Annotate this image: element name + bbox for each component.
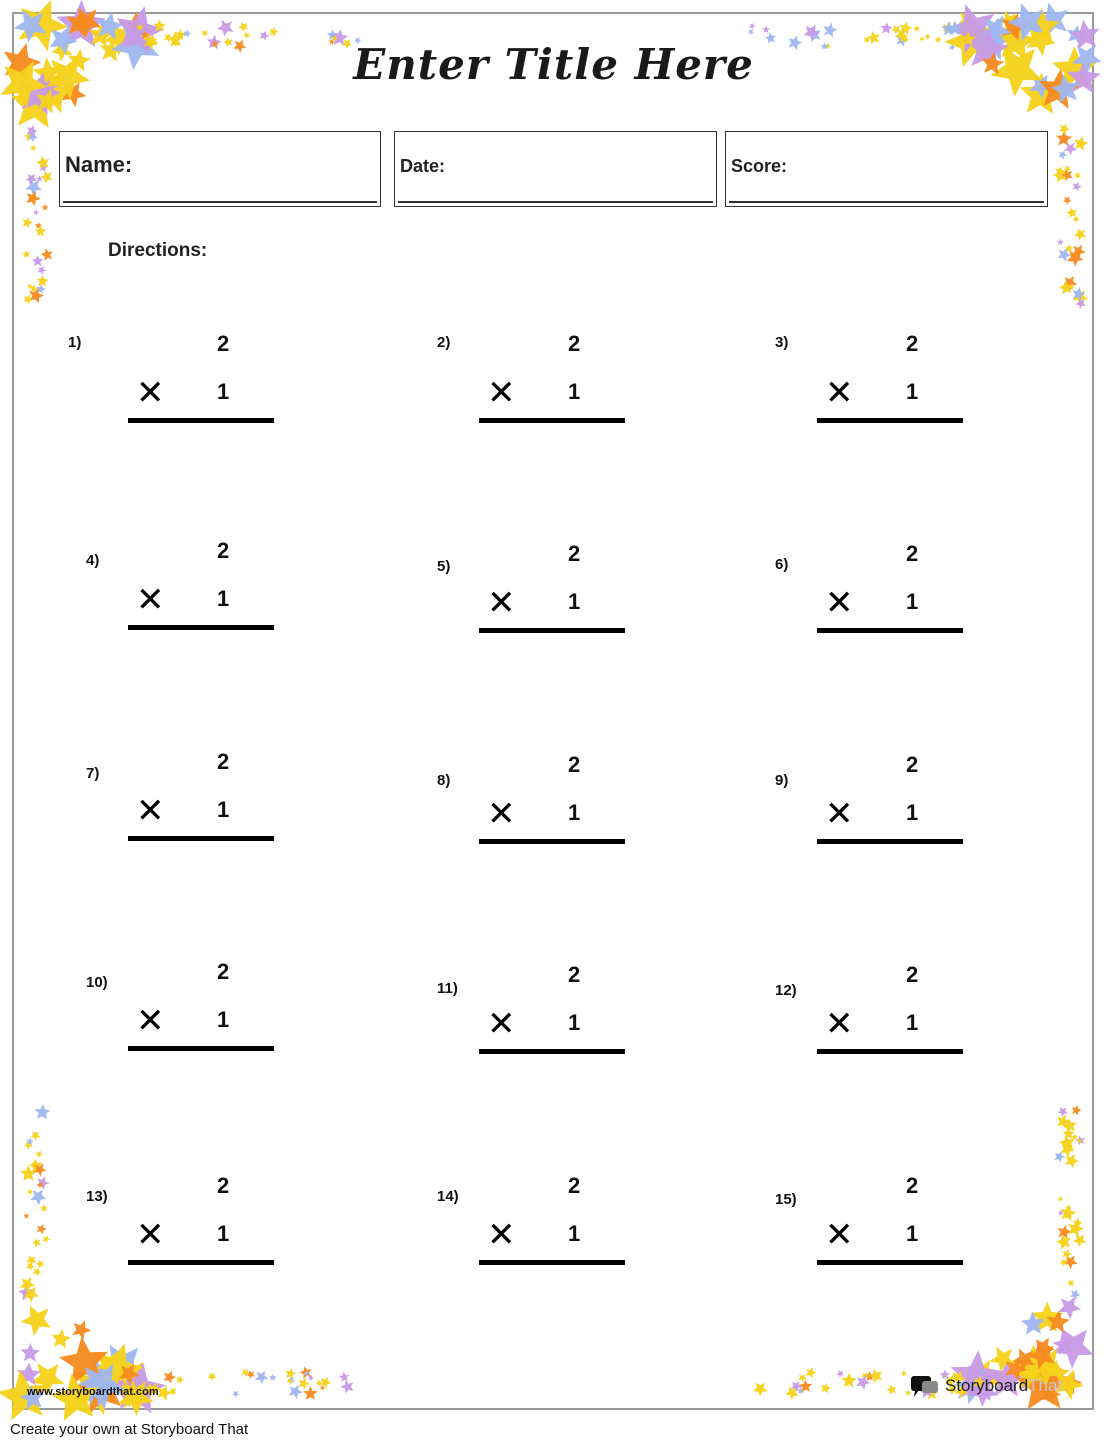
star-icon	[1074, 136, 1088, 151]
star-icon	[913, 25, 920, 32]
star-icon	[40, 1204, 48, 1212]
star-icon	[42, 1236, 50, 1244]
star-icon	[881, 22, 893, 34]
star-icon	[33, 1268, 42, 1277]
answer-line	[817, 839, 963, 844]
star-icon	[1073, 182, 1082, 192]
star-icon	[1059, 124, 1070, 135]
multiplier: 1	[217, 1221, 230, 1246]
star-icon	[238, 22, 248, 32]
name-label: Name:	[65, 152, 133, 177]
multiply-icon: ✕	[487, 1216, 516, 1254]
multiplier: 1	[906, 379, 919, 404]
multiply-icon: ✕	[487, 584, 516, 622]
multiplier: 1	[906, 589, 919, 614]
storyboardthat-logo	[910, 1374, 1080, 1398]
answer-line	[479, 1049, 625, 1054]
star-icon	[232, 1391, 240, 1398]
star-icon	[1063, 196, 1072, 204]
star-icon	[299, 1378, 310, 1390]
star-icon	[823, 23, 837, 38]
storyboardthat-url: www.storyboardthat.com	[27, 1386, 159, 1398]
star-icon	[1057, 1107, 1067, 1117]
star-icon	[762, 26, 770, 33]
star-icon	[36, 1151, 43, 1158]
problem-number: 15)	[775, 1191, 797, 1208]
multiply-icon: ✕	[136, 1002, 165, 1040]
star-icon	[72, 1320, 91, 1340]
answer-line	[817, 628, 963, 633]
star-icon	[1052, 1328, 1094, 1368]
star-icon	[748, 29, 754, 35]
answer-line	[128, 1260, 274, 1265]
star-icon	[1065, 1154, 1079, 1169]
multiplier: 1	[568, 1221, 581, 1246]
star-icon	[1073, 216, 1080, 223]
problem-number: 6)	[775, 556, 789, 573]
star-icon	[1064, 143, 1077, 156]
star-icon	[30, 1189, 46, 1205]
star-icon	[749, 23, 756, 30]
problem-number: 2)	[437, 334, 451, 351]
star-icon	[25, 179, 42, 195]
multiply-icon: ✕	[136, 581, 165, 619]
problem-number: 12)	[775, 982, 797, 999]
star-icon	[1058, 1196, 1064, 1202]
star-icon	[52, 1329, 72, 1349]
star-icon	[37, 1224, 47, 1235]
star-icon	[886, 1385, 896, 1396]
star-icon	[1074, 172, 1081, 179]
date-label: Date:	[400, 156, 446, 176]
brand-name-main: Storyboard	[945, 1376, 1029, 1395]
problem-number: 3)	[775, 334, 789, 351]
multiply-icon: ✕	[136, 1216, 165, 1254]
name-field[interactable]	[59, 131, 381, 207]
multiplicand: 2	[906, 962, 919, 987]
star-icon	[1070, 1289, 1081, 1300]
problem-number: 10)	[86, 974, 108, 991]
multiplier: 1	[217, 379, 230, 404]
star-icon	[869, 1369, 883, 1384]
star-icon	[41, 248, 53, 261]
answer-line	[817, 418, 963, 423]
star-icon	[836, 1370, 844, 1378]
brand-name	[945, 1376, 1062, 1396]
multiply-icon: ✕	[825, 374, 854, 412]
multiplicand: 2	[568, 541, 581, 566]
multiplier: 1	[217, 797, 230, 822]
star-icon	[340, 1380, 353, 1394]
star-icon	[241, 1369, 250, 1378]
star-icon	[22, 250, 30, 259]
star-icon	[42, 204, 49, 211]
multiply-icon: ✕	[825, 1005, 854, 1043]
star-icon	[1056, 1234, 1071, 1250]
star-icon	[1067, 1279, 1074, 1287]
problem-number: 5)	[437, 558, 451, 575]
star-icon	[23, 1213, 29, 1219]
multiply-icon: ✕	[136, 374, 165, 412]
answer-line	[479, 628, 625, 633]
brand-name-suffix: That	[1028, 1376, 1063, 1395]
star-icon	[821, 1383, 832, 1394]
star-icon	[255, 1371, 269, 1384]
star-icon	[34, 210, 40, 216]
multiplicand: 2	[568, 331, 581, 356]
multiply-icon: ✕	[487, 795, 516, 833]
multiplicand: 2	[568, 962, 581, 987]
star-icon	[176, 1376, 184, 1384]
star-icon	[285, 1368, 296, 1379]
star-icon	[217, 20, 234, 37]
star-icon	[32, 1239, 41, 1248]
star-icon	[21, 1343, 40, 1362]
star-icon	[30, 145, 37, 152]
star-icon	[901, 1370, 907, 1376]
answer-line	[479, 418, 625, 423]
star-icon	[1066, 207, 1077, 218]
problem-number: 8)	[437, 772, 451, 789]
multiplier: 1	[217, 1007, 230, 1032]
multiplier: 1	[568, 589, 581, 614]
problem-number: 1)	[68, 334, 82, 351]
score-label: Score:	[731, 156, 788, 176]
star-icon	[1074, 228, 1086, 241]
star-icon	[1073, 1234, 1087, 1247]
star-icon	[243, 32, 250, 39]
directions-label: Directions:	[108, 240, 208, 261]
star-icon	[1058, 1297, 1081, 1320]
star-icon	[164, 1371, 177, 1384]
multiplier: 1	[568, 379, 581, 404]
star-icon	[22, 217, 33, 228]
star-icon	[24, 295, 34, 305]
star-icon	[753, 1383, 768, 1397]
star-icon	[40, 171, 52, 184]
answer-line	[479, 1260, 625, 1265]
multiply-icon: ✕	[825, 795, 854, 833]
star-icon	[168, 1387, 177, 1396]
star-icon	[316, 1380, 323, 1387]
star-icon	[269, 1374, 277, 1381]
multiplicand: 2	[217, 538, 230, 563]
multiplier: 1	[906, 800, 919, 825]
answer-line	[817, 1260, 963, 1265]
answer-line	[128, 418, 274, 423]
star-icon	[1054, 1151, 1065, 1162]
multiplier: 1	[217, 586, 230, 611]
multiplicand: 2	[568, 1173, 581, 1198]
problem-number: 13)	[86, 1188, 108, 1205]
multiplier: 1	[568, 800, 581, 825]
answer-line	[479, 839, 625, 844]
star-icon	[1057, 239, 1064, 246]
star-icon	[37, 275, 49, 287]
answer-line	[128, 1046, 274, 1051]
star-icon	[36, 1260, 44, 1269]
problem-number: 4)	[86, 552, 100, 569]
multiplier: 1	[906, 1010, 919, 1035]
star-icon	[35, 1104, 51, 1120]
star-icon	[339, 1372, 349, 1382]
multiply-icon: ✕	[136, 792, 165, 830]
problem-number: 14)	[437, 1188, 459, 1205]
star-icon	[208, 1373, 217, 1381]
multiplicand: 2	[217, 749, 230, 774]
multiplicand: 2	[217, 1173, 230, 1198]
footer-text[interactable]: Create your own at Storyboard That	[10, 1421, 249, 1438]
answer-line	[128, 836, 274, 841]
star-icon	[38, 266, 47, 275]
multiply-icon: ✕	[487, 374, 516, 412]
star-icon	[806, 1367, 817, 1378]
star-icon	[269, 27, 279, 37]
problem-number: 11)	[437, 980, 458, 997]
star-icon	[247, 1371, 256, 1379]
star-icon	[21, 1305, 51, 1336]
star-icon	[1058, 151, 1067, 160]
multiplicand: 2	[217, 331, 230, 356]
multiplier: 1	[568, 1010, 581, 1035]
star-icon	[1062, 1249, 1072, 1259]
speech-bubble-icon	[910, 1374, 942, 1398]
multiply-icon: ✕	[825, 584, 854, 622]
multiply-icon: ✕	[825, 1216, 854, 1254]
multiplicand: 2	[906, 541, 919, 566]
multiplicand: 2	[906, 331, 919, 356]
worksheet-title[interactable]: Enter Title Here	[353, 40, 754, 89]
multiplier: 1	[906, 1221, 919, 1246]
multiplicand: 2	[568, 752, 581, 777]
star-icon	[289, 1385, 303, 1399]
multiply-icon: ✕	[487, 1005, 516, 1043]
answer-line	[128, 625, 274, 630]
date-field[interactable]	[394, 131, 717, 207]
multiplicand: 2	[217, 959, 230, 984]
multiplicand: 2	[906, 752, 919, 777]
date-field-underline	[398, 135, 713, 203]
star-icon	[36, 176, 42, 182]
multiplicand: 2	[906, 1173, 919, 1198]
star-icon	[841, 1373, 857, 1388]
star-icon	[32, 255, 44, 266]
problem-number: 7)	[86, 765, 100, 782]
star-icon	[1060, 1205, 1076, 1221]
star-icon	[320, 1385, 326, 1391]
star-icon	[27, 1189, 33, 1195]
answer-line	[817, 1049, 963, 1054]
star-icon	[1072, 1105, 1082, 1115]
problem-number: 9)	[775, 772, 789, 789]
star-icon	[201, 30, 209, 37]
score-field[interactable]	[725, 131, 1048, 207]
